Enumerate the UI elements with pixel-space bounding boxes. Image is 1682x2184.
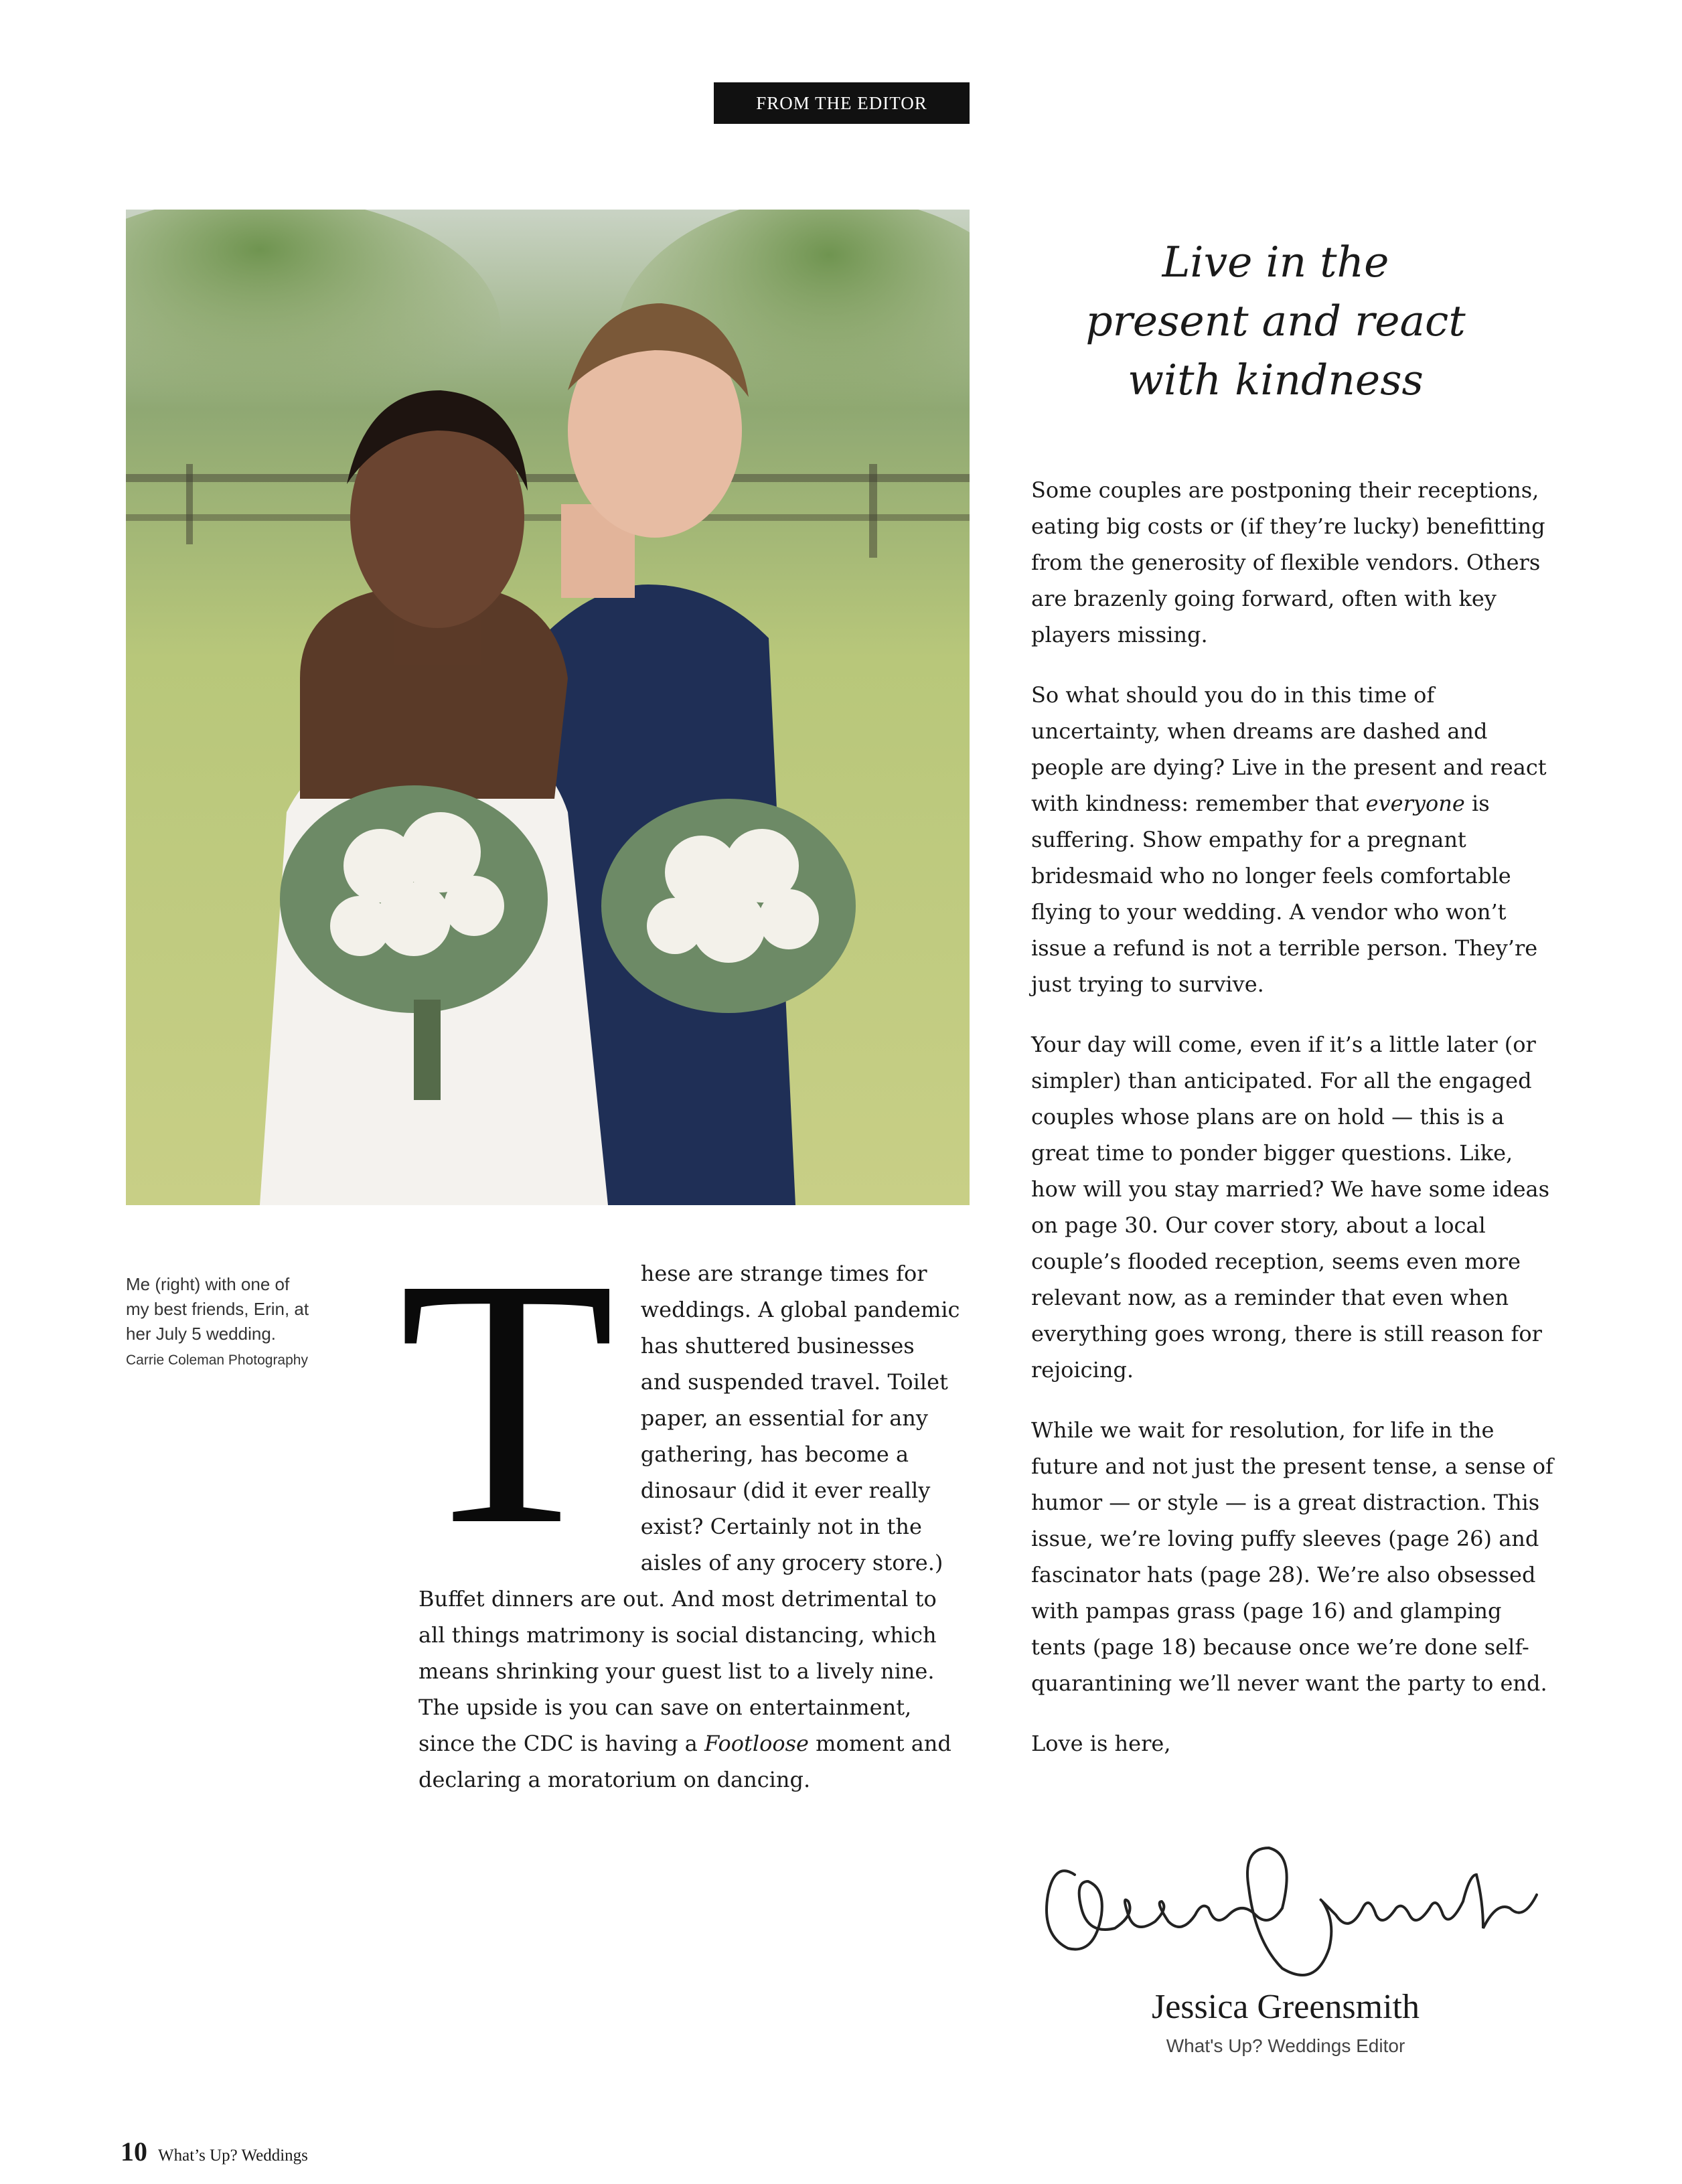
headline-line: with kindness [1128, 356, 1424, 404]
signature [1028, 1835, 1550, 1995]
editor-name: Jessica Greensmith [1151, 1988, 1420, 2026]
body-column [1031, 472, 1553, 1786]
body-paragraph: While we wait for resolution, for life in the future and not just the present tense, a sense of humor — or style — is a great distraction. This issue, we’re loving puffy sleeves (page 26) and fascinator hats (page 28). We’re also obsessed with pampas grass (page 16) and glamping tents (page 18) because once we’re done self-quarantining we’ll never want the party to end. [1031, 1417, 1553, 1696]
body-paragraph [1031, 677, 1553, 1002]
editor-photo [126, 210, 970, 1205]
drop-cap: T [398, 1205, 615, 1598]
intro-text-part: hese are strange times for weddings. A global pandemic has shuttered businesses and suspended travel. Toilet paper, an essential for any gathering, has become a dinosaur (did it ever really exist? Certainly not in the aisles of any grocery store.) Buffet dinners are out. And most detrimental to all things matrimony is social distancing, which means shrinking your guest list to a lively nine. The upside is you can save on entertainment, since the CDC is having a [418, 1261, 960, 1756]
page-footer [121, 2136, 308, 2167]
body-paragraph: Your day will come, even if it’s a little later (or simpler) than anticipated. For all the engaged couples whose plans are on hold — this is a great time to ponder bigger questions. Like, how will you stay married? We have some ideas on page 30. Our cover story, about a local couple’s flooded reception, seems even more relevant now, as a reminder that even when everything goes wrong, there is still reason for rejoicing. [1031, 1032, 1549, 1383]
body-text-part: So what should you do in this time of uncertainty, when dreams are dashed and people are dying? Live in the present and react with kindness: remember that [1031, 682, 1547, 816]
sign-off: Love is here, [1031, 1731, 1171, 1756]
headline-line: Live in the [1162, 238, 1389, 287]
body-text-part: is suffering. Show empathy for a pregnant bridesmaid who no longer feels comfortable flying to your wedding. A vendor who won’t issue a refund is not a terrible person. They’re just trying to survive. [1031, 791, 1538, 997]
photo-caption [126, 1272, 313, 1373]
handwritten-signature-icon [1028, 1835, 1550, 1995]
page-number: 10 [121, 2136, 147, 2167]
body-italic: everyone [1365, 791, 1465, 816]
caption-text: Me (right) with one of my best friends, Erin, at her July 5 wedding. [126, 1274, 309, 1344]
intro-text-part: moment and declaring a moratorium on dancing. [418, 1731, 951, 1792]
intro-italic: Footloose [704, 1731, 809, 1756]
photo-of-two-women-with-bouquets-icon [126, 210, 970, 1205]
headline [1024, 233, 1527, 410]
headline-line: present and react [1085, 297, 1466, 345]
intro-paragraph [398, 1205, 961, 1798]
publication-name: What’s Up? Weddings [158, 2147, 308, 2165]
section-label: FROM THE EDITOR [714, 82, 970, 124]
body-paragraph: Some couples are postponing their receptions, eating big costs or (if they’re lucky) benefitting from the generosity of flexible vendors. Others are brazenly going forward, often with key players missing. [1031, 477, 1545, 647]
editor-title: What's Up? Weddings Editor [1166, 2035, 1405, 2056]
photo-credit: Carrie Coleman Photography [126, 1352, 308, 1368]
